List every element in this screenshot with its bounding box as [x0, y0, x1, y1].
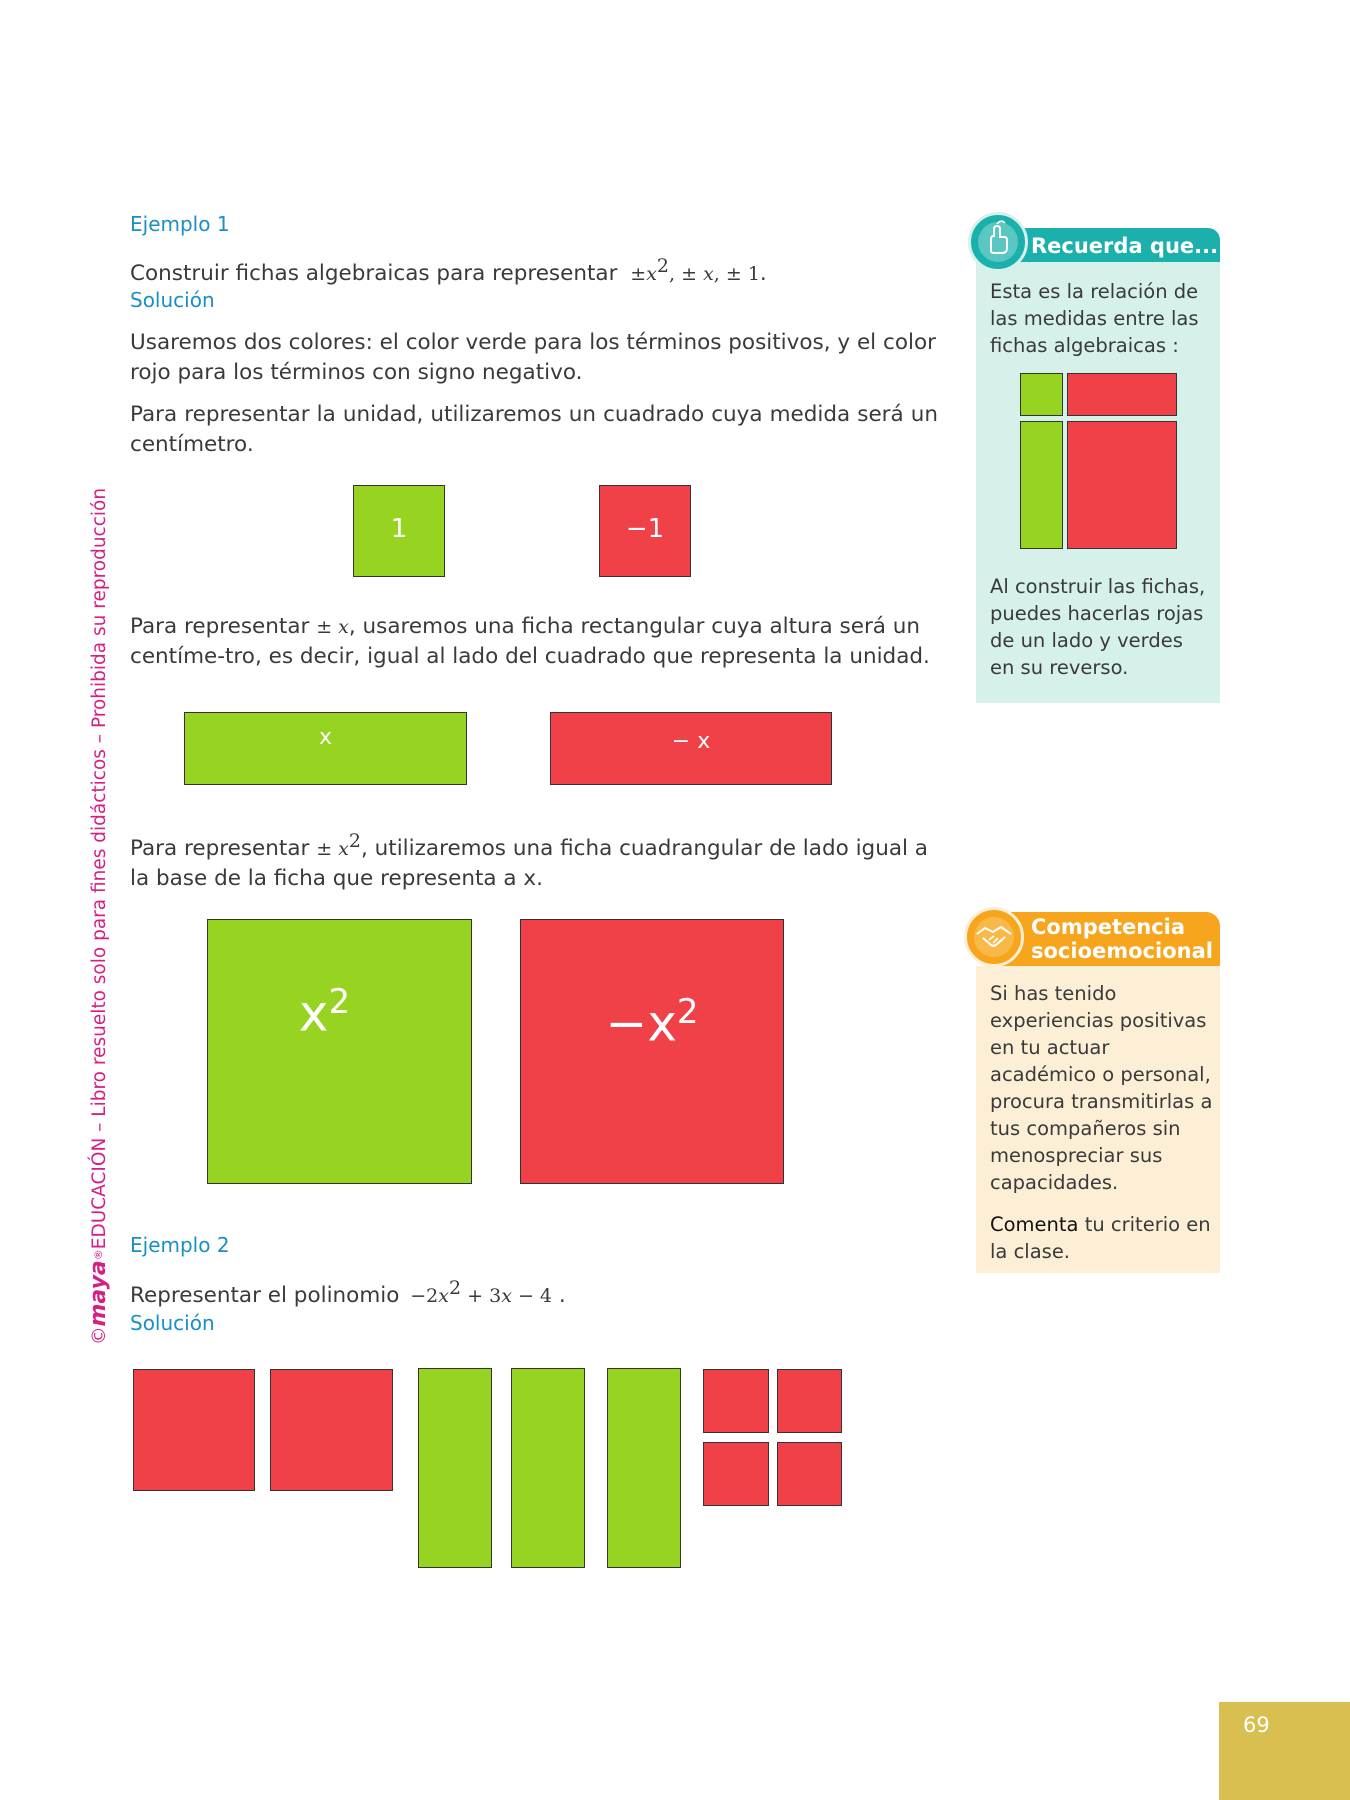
x-tile-negative	[550, 712, 832, 785]
tile-label: 1	[390, 514, 408, 544]
page-number: 69	[1243, 1713, 1270, 1737]
watermark-text: EDUCACIÓN – Libro resuelto solo para fines didácticos – Prohibida su reproducción	[89, 487, 110, 1250]
tile-label: x	[318, 725, 333, 750]
para4-before: Para representar	[130, 836, 317, 862]
poly-exp: 2	[449, 1277, 462, 1299]
tile-label-base: x	[298, 984, 329, 1043]
math-x: x	[703, 263, 714, 286]
para3-before: Para representar	[130, 614, 317, 639]
relation-unit-tile	[1020, 373, 1063, 416]
x2-tile-negative	[520, 919, 784, 1184]
registered-symbol: ®	[92, 1249, 105, 1261]
para4-after: , utilizaremos una ficha cuadrangular de lado igual a la base de la ficha que representa a x.	[130, 836, 928, 892]
competencia-title-line2: socioemocional	[1031, 939, 1213, 963]
recuerda-title: Recuerda que...	[1031, 234, 1219, 258]
example1-solution-label: Solución	[130, 288, 215, 312]
tile-label	[178, 982, 471, 1043]
tile-label: −1	[625, 514, 665, 544]
example2-title: Ejemplo 2	[130, 1233, 230, 1257]
poly-coef: + 3	[461, 1285, 502, 1308]
relation-x-tile-horizontal	[1067, 373, 1177, 416]
recuerda-note: Al construir las fichas, puedes hacerlas rojas de un lado y verdes en su reverso.	[990, 575, 1206, 679]
tile-label-exp: 2	[328, 982, 351, 1022]
tile-label: − x	[671, 729, 711, 754]
poly-unit-tile-negative	[703, 1442, 769, 1506]
example2-solution-label: Solución	[130, 1311, 215, 1335]
math-end: .	[759, 261, 767, 287]
math-x: x	[646, 263, 657, 286]
unit-tile-negative	[599, 485, 691, 577]
poly-unit-tile-negative	[777, 1442, 842, 1506]
poly-x-tile-positive	[607, 1368, 681, 1568]
recuerda-badge	[968, 212, 1028, 272]
relation-x2-tile	[1067, 421, 1177, 549]
poly-end: .	[552, 1283, 566, 1309]
page-number-tab	[1219, 1702, 1350, 1800]
example1-para4	[130, 826, 938, 894]
competencia-badge	[964, 907, 1024, 967]
example1-para1: Usaremos dos colores: el color verde para los términos positivos, y el color rojo para los términos con signo negativo.	[130, 330, 936, 385]
math-pm: ±	[630, 263, 647, 286]
example2-statement	[130, 1273, 566, 1311]
handshake-icon	[967, 910, 1021, 964]
copyright-symbol: ©	[89, 1326, 110, 1345]
poly-x-tile-positive	[418, 1368, 492, 1568]
x-tile-positive	[184, 712, 467, 785]
hand-finger-icon	[971, 215, 1025, 269]
brand-logo: maya	[86, 1260, 111, 1327]
comment-bold: Comenta	[990, 1213, 1079, 1236]
x2-tile-positive	[207, 919, 472, 1184]
para3-math: ± x	[316, 616, 349, 638]
example1-statement	[130, 251, 767, 289]
math-exp: 2	[656, 255, 670, 277]
tile-label	[521, 992, 783, 1053]
side-watermark	[86, 465, 112, 1345]
poly-x: x	[438, 1285, 449, 1308]
example1-para3	[130, 612, 938, 672]
relation-x-tile-vertical	[1020, 421, 1063, 549]
unit-tile-positive	[353, 485, 445, 577]
comment-rest: tu criterio en la clase.	[990, 1213, 1211, 1263]
poly-unit-tile-negative	[703, 1369, 769, 1433]
para3-after: , usaremos una ficha rectangular cuya altura será un centíme-tro, es decir, igual al lado del cuadrado que representa la unidad.	[130, 614, 930, 669]
poly-x2-tile-negative	[133, 1369, 255, 1491]
poly-const: − 4	[511, 1285, 552, 1308]
recuerda-intro: Esta es la relación de las medidas entre las fichas algebraicas :	[990, 280, 1199, 357]
competencia-title-line1: Competencia	[1031, 915, 1186, 939]
para4-exp: 2	[348, 830, 361, 852]
math-sep: , ±	[669, 263, 704, 286]
example1-title: Ejemplo 1	[130, 212, 230, 236]
para4-math: ± x	[316, 838, 349, 861]
tile-label-exp: 2	[676, 992, 699, 1032]
competencia-text: Si has tenido experiencias positivas en tu actuar académico o personal, procura transmitirlas a tus compañeros sin menospreciar sus capacidades.	[990, 982, 1213, 1194]
statement-text: Representar el polinomio	[130, 1283, 400, 1309]
statement-text: Construir fichas algebraicas para representar	[130, 261, 618, 287]
math-one: 1	[747, 263, 760, 286]
tile-label-base: −x	[605, 994, 677, 1053]
poly-x2-tile-negative	[270, 1369, 393, 1491]
poly-unit-tile-negative	[777, 1369, 842, 1433]
poly-x: x	[501, 1285, 512, 1308]
math-sep: , ±	[713, 263, 748, 286]
example1-para2: Para representar la unidad, utilizaremos un cuadrado cuya medida será un centímetro.	[130, 402, 938, 457]
poly-x-tile-positive	[511, 1368, 585, 1568]
poly-coef: −2	[410, 1285, 439, 1308]
competencia-comment	[990, 1211, 1214, 1265]
